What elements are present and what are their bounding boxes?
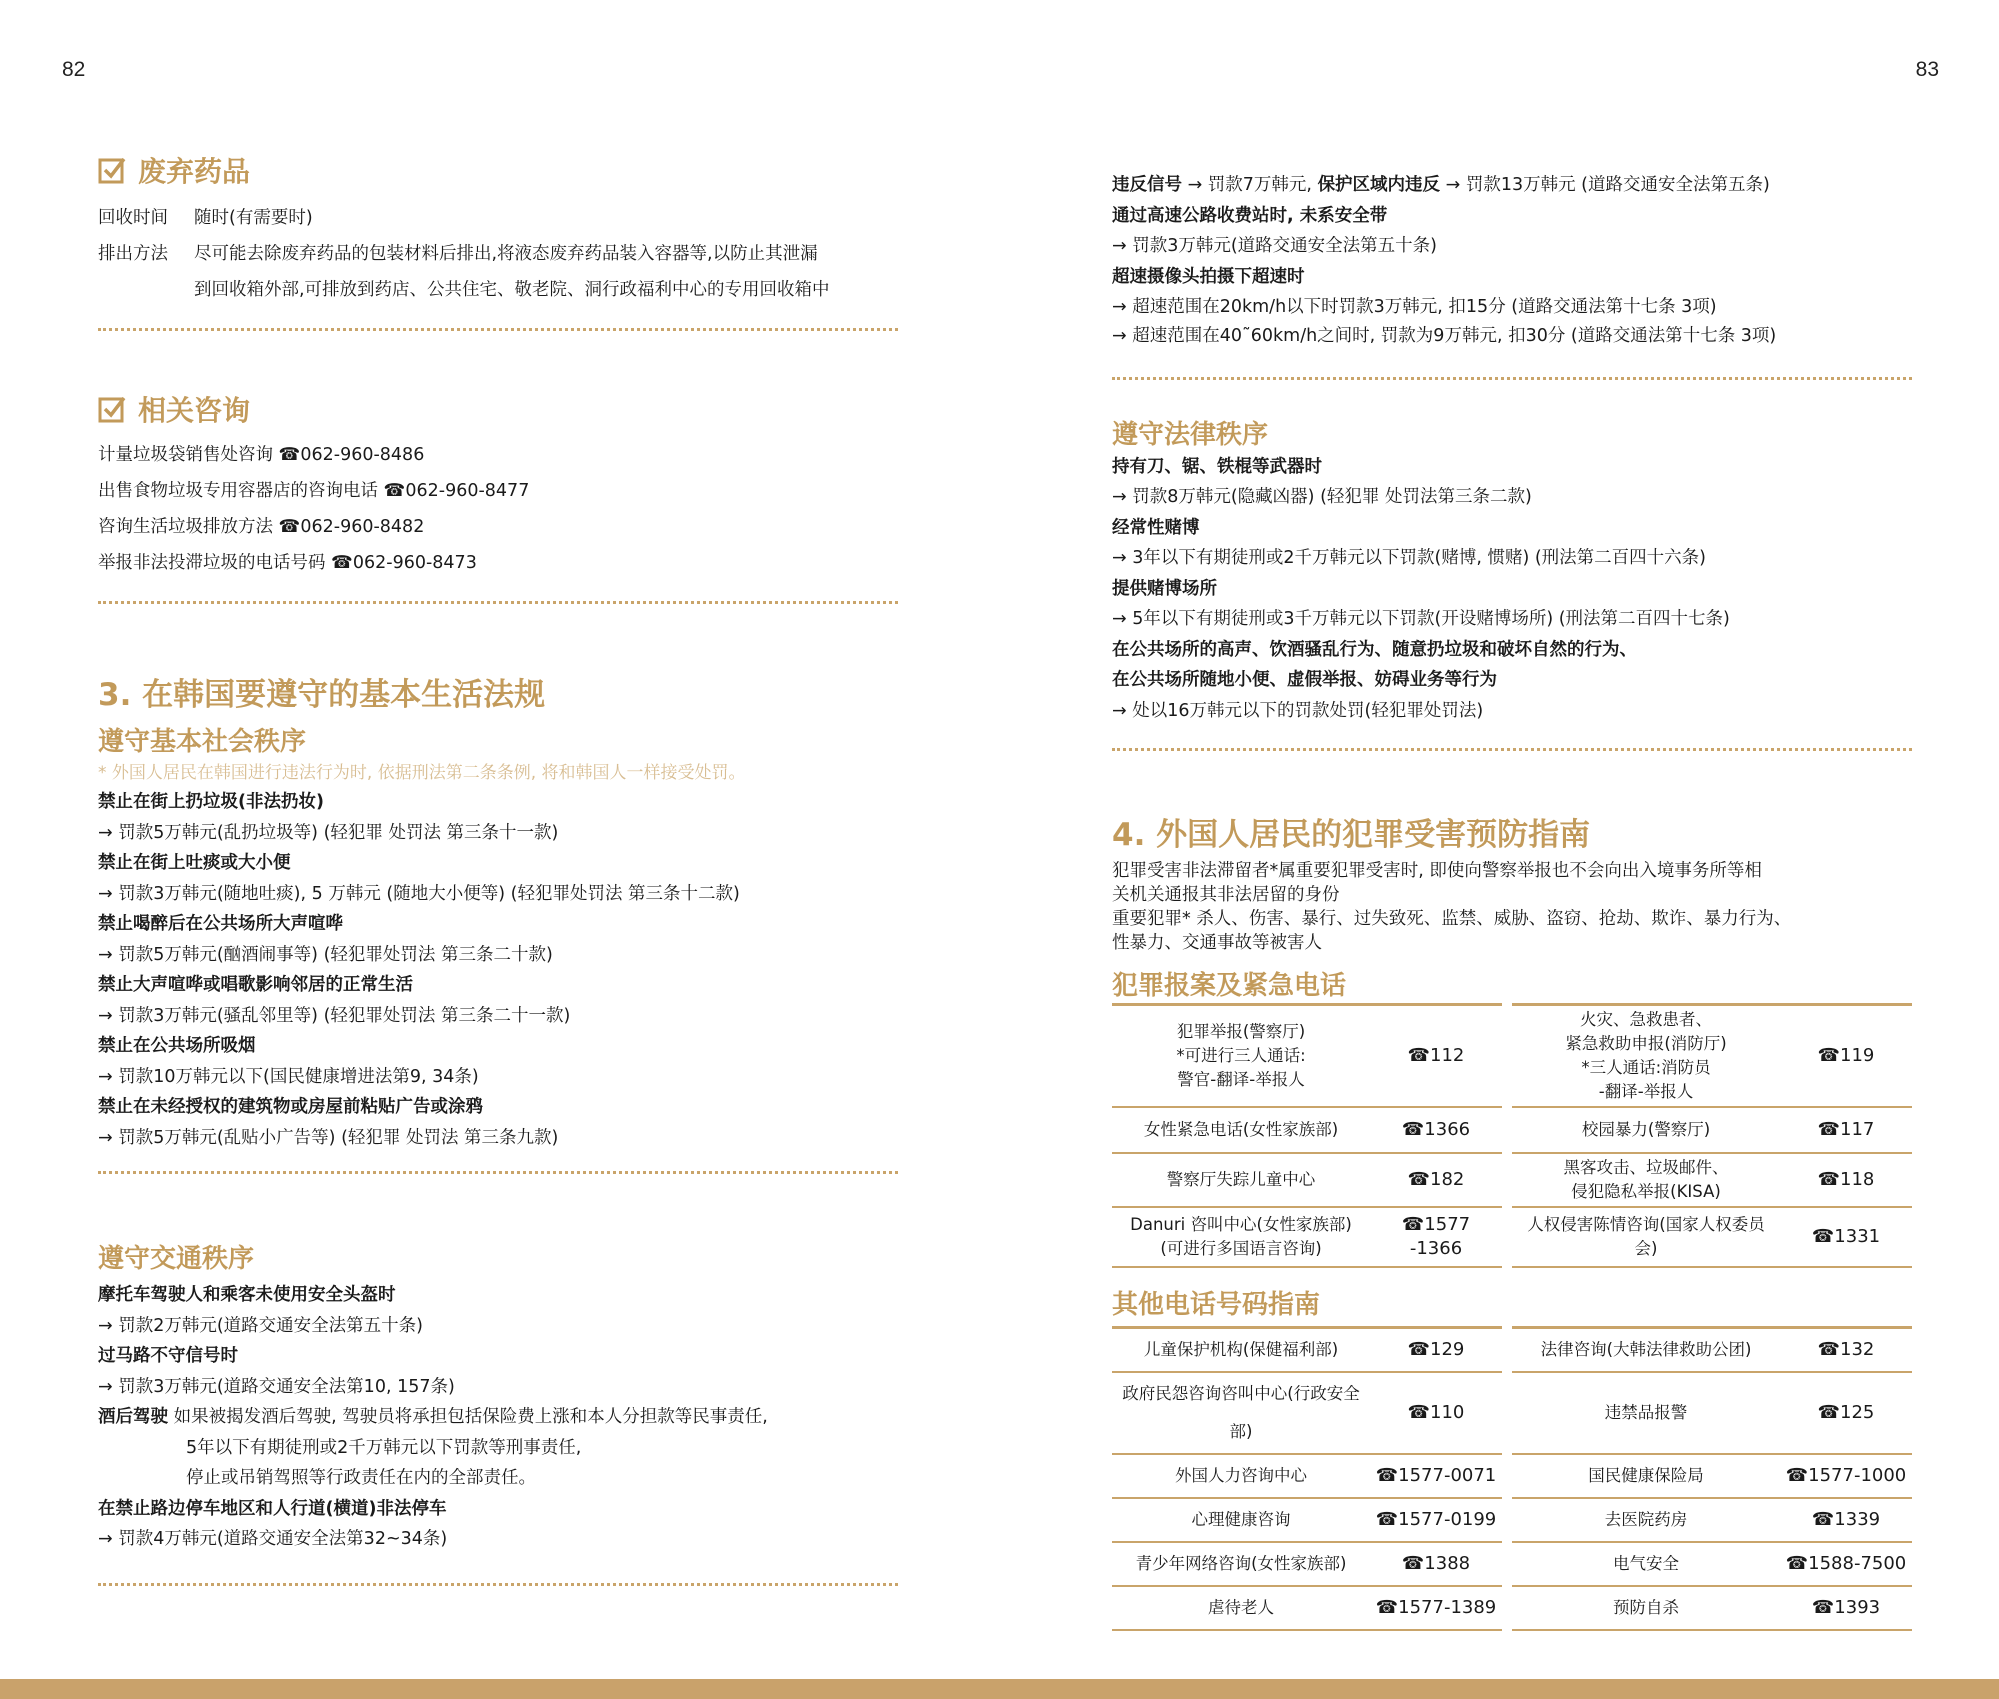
table-cell: [1112, 1005, 1370, 1108]
rule-detail: → 罚款5万韩元(酗酒闹事等) (轻犯罪处罚法 第三条二十款): [98, 944, 553, 965]
rule-detail: → 罚款8万韩元(隐藏凶器) (轻犯罪 处罚法第三条二款): [1112, 487, 1532, 507]
phone-number: ☎1331: [1780, 1207, 1912, 1267]
social-order-title: 遵守基本社会秩序: [98, 727, 307, 757]
rule-detail: → 处以16万韩元以下的罚款处罚(轻犯罪处罚法): [1112, 700, 1484, 721]
phone-number: ☎132: [1780, 1328, 1912, 1373]
cell-line: Danuri 咨叫中心(女性家族部): [1130, 1215, 1352, 1234]
cell-line: 紧急救助申报(消防厅): [1565, 1034, 1727, 1053]
page-number-right: 83: [1915, 58, 1939, 81]
drunk-driving-text: 停止或吊销驾照等行政责任在内的全部责任。: [186, 1468, 536, 1488]
rule-detail: → 罚款2万韩元(道路交通安全法第五十条): [98, 1315, 424, 1336]
table-cell: [1512, 1153, 1780, 1207]
other-numbers-table: [1112, 1326, 1912, 1631]
section-consult-heading: [98, 389, 898, 429]
cell-line: ☎1577: [1401, 1214, 1471, 1235]
column-gap: [1502, 1207, 1512, 1267]
zone-label: 保护区域内违反: [1317, 175, 1441, 195]
kv-row: [98, 272, 898, 308]
rule-heading: 在禁止路边停车地区和人行道(横道)非法停车: [98, 1498, 447, 1519]
phone-number: ☎119: [1780, 1005, 1912, 1108]
phone-number: ☎1393: [1780, 1586, 1912, 1630]
rule-detail: → 3年以下有期徒刑或2千万韩元以下罚款(赌博, 惯赌) (刑法第二百四十六条): [1112, 548, 1706, 568]
table-cell: 外国人力咨询中心: [1112, 1454, 1370, 1498]
right-column: [1112, 170, 1912, 1631]
consult-line: 举报非法投滞垃圾的电话号码 ☎062-960-8473: [98, 553, 477, 573]
section-waste-medicine-heading: [98, 150, 898, 190]
rule-heading: 通过高速公路收费站时, 未系安全带: [1112, 205, 1388, 226]
rule-heading: 禁止在公共场所吸烟: [98, 1036, 256, 1056]
phone-number: ☎112: [1370, 1005, 1502, 1108]
drunk-driving-text: 如果被揭发酒后驾驶, 驾驶员将承担包括保险费上涨和本人分担款等民事责任,: [173, 1407, 768, 1427]
column-gap: [1502, 1107, 1512, 1153]
phone-number: ☎117: [1780, 1107, 1912, 1153]
rule-detail: → 罚款3万韩元(道路交通安全法第10, 157条): [98, 1376, 455, 1397]
dotted-divider: [98, 1583, 898, 1586]
rule-heading: 禁止在未经授权的建筑物或房屋前粘贴广告或涂鸦: [98, 1097, 483, 1117]
table-row: [1112, 1107, 1912, 1153]
cell-line: -翻译-举报人: [1598, 1082, 1694, 1101]
consult-line: 出售食物垃圾专用容器店的咨询电话 ☎062-960-8477: [98, 481, 530, 501]
law-order-title: 遵守法律秩序: [1112, 419, 1269, 450]
phone-number: ☎1339: [1780, 1498, 1912, 1542]
phone-number: ☎1577-1000: [1780, 1454, 1912, 1498]
phone-number: ☎1388: [1370, 1542, 1502, 1586]
column-gap: [1502, 1328, 1512, 1373]
phone-number: ☎125: [1780, 1372, 1912, 1454]
column-gap: [1502, 1586, 1512, 1630]
rule-detail: → 罚款3万韩元(道路交通安全法第五十条): [1112, 236, 1438, 256]
foreigner-note: * 外国人居民在韩国进行违法行为时, 依据刑法第二条条例, 将和韩国人一样接受处罚。: [98, 763, 746, 783]
rule-detail: → 罚款3万韩元(随地吐痰), 5 万韩元 (随地大小便等) (轻犯罪处罚法 第三条十二款): [98, 883, 740, 904]
consult-line: 咨询生活垃圾排放方法 ☎062-960-8482: [98, 517, 425, 537]
table-row: [1112, 1454, 1912, 1498]
column-gap: [1502, 1005, 1512, 1108]
cell-line: 侵犯隐私举报(KISA): [1571, 1182, 1721, 1201]
kv-row: [98, 200, 898, 236]
s4-paragraph: 重要犯罪* 杀人、伤害、暴行、过失致死、监禁、威胁、盗窃、抢劫、欺诈、暴力行为、: [1112, 909, 1792, 929]
left-column: [98, 150, 898, 1586]
drunk-driving-text: 5年以下有期徒刑或2千万韩元以下罚款等刑事责任,: [186, 1437, 582, 1458]
emergency-title: 犯罪报案及紧急电话: [1112, 971, 1347, 1001]
kv-value: 到回收箱外部,可排放到药店、公共住宅、敬老院、洞行政福利中心的专用回收箱中: [194, 280, 830, 300]
table-row: [1112, 1586, 1912, 1630]
table-cell: 违禁品报警: [1512, 1372, 1780, 1454]
footer-bar: [0, 1679, 1999, 1699]
column-gap: [1502, 1498, 1512, 1542]
table-cell: 法律咨询(大韩法律救助公团): [1512, 1328, 1780, 1373]
column-gap: [1502, 1454, 1512, 1498]
table-cell: 人权侵害陈情咨询(国家人权委员会): [1512, 1207, 1780, 1267]
rule-heading: 在公共场所的高声、饮酒骚乱行为、随意扔垃圾和破坏自然的行为、: [1112, 639, 1637, 660]
law-lines: [1112, 452, 1912, 727]
table-cell: [1512, 1005, 1780, 1108]
rule-detail: → 罚款5万韩元(乱扔垃圾等) (轻犯罪 处罚法 第三条十一款): [98, 822, 559, 843]
table-row: [1112, 1328, 1912, 1373]
cell-line: 黑客攻击、垃圾邮件、: [1563, 1158, 1729, 1177]
rule-detail: → 5年以下有期徒刑或3千万韩元以下罚款(开设赌博场所) (刑法第二百四十七条): [1112, 609, 1730, 629]
cell-line: 警官-翻译-举报人: [1177, 1070, 1305, 1089]
traffic-order-title: 遵守交通秩序: [98, 1244, 255, 1274]
table-row: [1112, 1153, 1912, 1207]
phone-number: ☎118: [1780, 1153, 1912, 1207]
drunk-driving-line: [98, 1402, 898, 1433]
section-4-title: 4. 外国人居民的犯罪受害预防指南: [1112, 817, 1591, 853]
kv-value: 随时(有需要时): [194, 208, 313, 228]
rule-heading: 禁止在街上吐痰或大小便: [98, 853, 291, 873]
s4-paragraph: 性暴力、交通事故等被害人: [1112, 933, 1322, 953]
rule-heading: 摩托车驾驶人和乘客未使用安全头盔时: [98, 1285, 396, 1305]
table-row: [1112, 1542, 1912, 1586]
table-cell: 警察厅失踪儿童中心: [1112, 1153, 1370, 1207]
rule-detail: → 罚款3万韩元(骚乱邻里等) (轻犯罪处罚法 第三条二十一款): [98, 1005, 571, 1026]
section-title: 相关咨询: [138, 394, 251, 427]
table-cell: 儿童保护机构(保健福利部): [1112, 1328, 1370, 1373]
kv-key: 排出方法: [98, 244, 168, 264]
table-cell: 青少年网络咨询(女性家族部): [1112, 1542, 1370, 1586]
rule-detail: → 罚款4万韩元(道路交通安全法第32~34条): [98, 1529, 448, 1549]
section-title: 废弃药品: [138, 155, 251, 188]
other-numbers-title: 其他电话号码指南: [1112, 1290, 1321, 1320]
rule-detail: → 罚款5万韩元(乱贴小广告等) (轻犯罪 处罚法 第三条九款): [98, 1127, 559, 1148]
cell-line: 犯罪举报(警察厅): [1176, 1022, 1306, 1041]
section-3-title: 3. 在韩国要遵守的基本生活法规: [98, 677, 546, 713]
rule-detail: → 罚款10万韩元以下(国民健康增进法第9, 34条): [98, 1066, 479, 1087]
table-row: [1112, 1005, 1912, 1108]
checkbox-icon: [98, 156, 126, 184]
signal-violation-line: [1112, 170, 1912, 201]
phone-number: ☎1366: [1370, 1107, 1502, 1153]
rule-heading: 经常性赌博: [1112, 517, 1200, 538]
phone-number: ☎1588-7500: [1780, 1542, 1912, 1586]
table-row: [1112, 1498, 1912, 1542]
consult-line: 计量垃圾袋销售处咨询 ☎062-960-8486: [98, 445, 425, 465]
table-cell: 预防自杀: [1512, 1586, 1780, 1630]
s4-paragraph: 犯罪受害非法滞留者*属重要犯罪受害时, 即使向警察举报也不会向出入境事务所等相: [1112, 861, 1762, 881]
cell-line: *三人通话:消防员: [1581, 1058, 1711, 1077]
table-cell: 政府民怨咨询咨叫中心(行政安全部): [1112, 1372, 1370, 1454]
column-gap: [1502, 1372, 1512, 1454]
cell-line: (可进行多国语言咨询): [1160, 1239, 1322, 1258]
rule-heading: 禁止喝醉后在公共场所大声喧哗: [98, 914, 343, 934]
rule-heading: 过马路不守信号时: [98, 1346, 238, 1366]
drunk-driving-label: 酒后驾驶: [98, 1407, 168, 1427]
rule-heading: 禁止大声喧哗或唱歌影响邻居的正常生活: [98, 975, 413, 995]
table-cell: 虐待老人: [1112, 1586, 1370, 1630]
page-number-left: 82: [62, 58, 86, 81]
rule-heading: 提供赌博场所: [1112, 578, 1217, 599]
cell-line: 火灾、急救患者、: [1580, 1010, 1712, 1029]
signal-label: 违反信号: [1112, 175, 1182, 195]
rule-detail: → 超速范围在20km/h以下时罚款3万韩元, 扣15分 (道路交通法第十七条 3项): [1112, 297, 1717, 317]
kv-row: [98, 236, 898, 272]
checkbox-icon: [98, 395, 126, 423]
table-cell: 电气安全: [1512, 1542, 1780, 1586]
phone-number: ☎1577-1389: [1370, 1586, 1502, 1630]
phone-number: [1370, 1207, 1502, 1267]
kv-value: 尽可能去除废弃药品的包装材料后排出,将液态废弃药品装入容器等,以防止其泄漏: [194, 244, 818, 264]
phone-number: ☎110: [1370, 1372, 1502, 1454]
cell-line: *可进行三人通话:: [1176, 1046, 1306, 1065]
table-cell: 去医院药房: [1512, 1498, 1780, 1542]
column-gap: [1502, 1153, 1512, 1207]
table-row: [1112, 1372, 1912, 1454]
cell-line: -1366: [1409, 1238, 1463, 1259]
phone-number: ☎182: [1370, 1153, 1502, 1207]
table-cell: [1112, 1207, 1370, 1267]
rule-heading: 禁止在街上扔垃圾(非法扔妆): [98, 792, 324, 812]
table-row: [1112, 1207, 1912, 1267]
table-cell: 校园暴力(警察厅): [1512, 1107, 1780, 1153]
table-cell: 心理健康咨询: [1112, 1498, 1370, 1542]
kv-key: [98, 272, 194, 308]
column-gap: [1502, 1542, 1512, 1586]
table-cell: 国民健康保险局: [1512, 1454, 1780, 1498]
rule-heading: 持有刀、锯、铁棍等武器时: [1112, 456, 1322, 477]
table-cell: 女性紧急电话(女性家族部): [1112, 1107, 1370, 1153]
phone-number: ☎129: [1370, 1328, 1502, 1373]
rule-detail: → 超速范围在40˜60km/h之间时, 罚款为9万韩元, 扣30分 (道路交通法第十七条 3项): [1112, 325, 1777, 346]
zone-fine: → 罚款13万韩元 (道路交通安全法第五条): [1440, 175, 1770, 195]
s4-paragraph: 关机关通报其非法居留的身份: [1112, 885, 1340, 905]
rule-heading: 超速摄像头拍摄下超速时: [1112, 266, 1305, 287]
kv-key: 回收时间: [98, 208, 168, 228]
signal-fine: → 罚款7万韩元,: [1182, 175, 1318, 195]
phone-number: ☎1577-0199: [1370, 1498, 1502, 1542]
rule-heading: 在公共场所随地小便、虚假举报、妨碍业务等行为: [1112, 670, 1497, 690]
emergency-table: [1112, 1003, 1912, 1268]
phone-number: ☎1577-0071: [1370, 1454, 1502, 1498]
